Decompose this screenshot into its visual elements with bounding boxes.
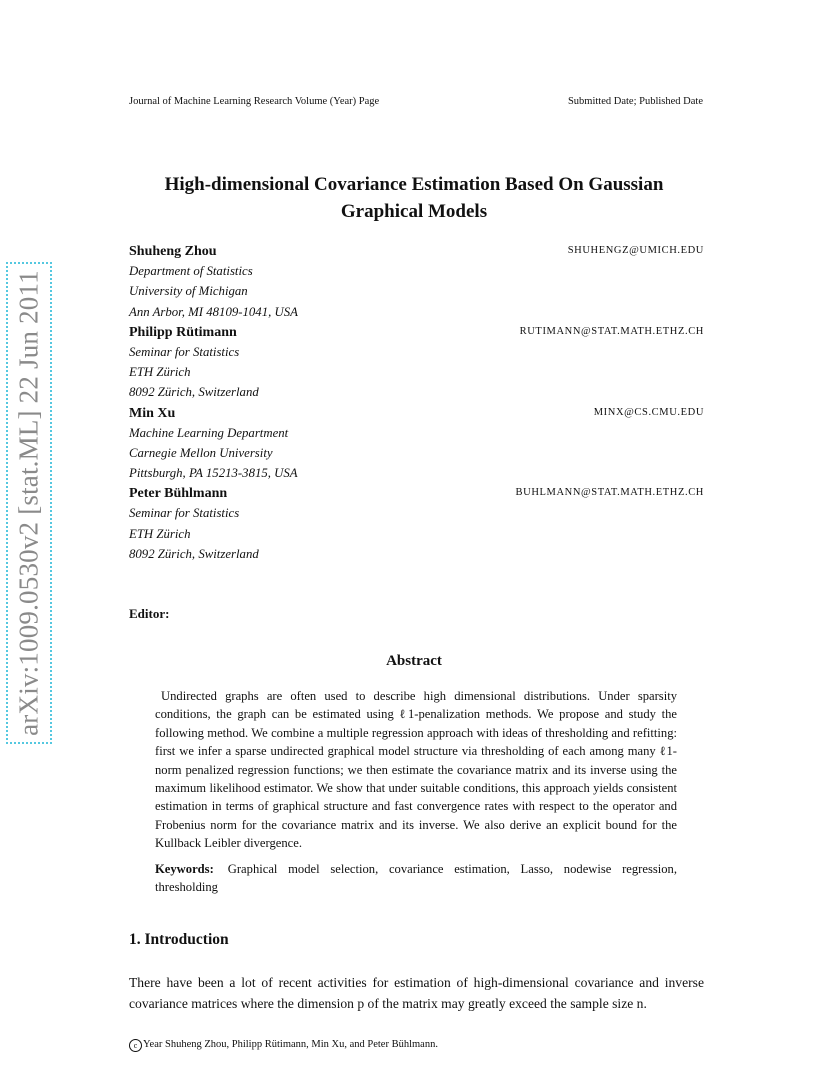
affiliation-line: Ann Arbor, MI 48109-1041, USA [129,304,298,319]
running-head-dates: Submitted Date; Published Date [567,96,703,107]
affiliation-line: ETH Zürich [129,365,191,380]
keywords-label: Keywords: [155,862,214,876]
affiliation-line: Carnegie Mellon University [129,445,273,460]
author-email: SHUHENGZ@UMICH.EDU [567,245,704,256]
affiliation-line: 8092 Zürich, Switzerland [129,385,259,400]
author-email: BUHLMANN@STAT.MATH.ETHZ.CH [515,487,704,499]
copyright-footer [129,1039,438,1052]
section-heading: 1. Introduction [129,931,229,948]
author-name: Min Xu [129,405,176,421]
arxiv-stamp [6,262,52,744]
author-block [129,483,704,564]
affiliation-line: Seminar for Statistics [129,506,240,521]
author-block [129,403,704,484]
running-head-journal: Journal of Machine Learning Research Volume (Year) Page [129,96,380,107]
title-line-2: Graphical Models [340,201,488,222]
affiliation-line: University of Michigan [129,284,248,299]
abstract-body: Undirected graphs are often used to describe high dimensional distributions. Under sparsity conditions, the graph can be estimated using ℓ1-penalization methods. We propose and study the following method. We combine a multiple regression approach with ideas of thresholding and refitting: first we infer a sparse undirected graphical model structure via thresholding of each among many ℓ1-norm penalized regression functions; we then estimate the covariance matrix and its inverse using the maximum likelihood estimator. We show that under suitable conditions, this approach yields consistent estimation in terms of graphical structure and fast convergence rates with respect to the operator and Frobenius norm for the covariance matrix and its inverse. We also derive an explicit bound for the Kullback Leibler divergence. [155,689,677,851]
author-block [129,322,704,403]
title-line-1: High-dimensional Covariance Estimation Based On Gaussian [164,174,664,195]
keywords [155,860,677,897]
author-email: MINX@CS.CMU.EDU [593,406,704,418]
copyright-text: Year Shuheng Zhou, Philipp Rütimann, Min Xu, and Peter Bühlmann. [143,1039,438,1050]
author-email: RUTIMANN@STAT.MATH.ETHZ.CH [519,325,704,337]
affiliation-line: 8092 Zürich, Switzerland [129,546,259,561]
author-list [129,241,704,564]
affiliation-line: Pittsburgh, PA 15213-3815, USA [129,466,298,481]
author-name: Shuheng Zhou [129,244,217,259]
author-name: Philipp Rütimann [129,324,237,340]
affiliation-line: Seminar for Statistics [129,344,240,359]
editor-label: Editor: [129,606,170,621]
paper-title [0,171,828,225]
author-name: Peter Bühlmann [129,486,228,502]
abstract-heading: Abstract [386,653,442,669]
arxiv-identifier: arXiv:1009.0530v2 [stat.ML] 22 Jun 2011 [13,270,44,736]
affiliation-line: Department of Statistics [129,264,253,279]
affiliation-line: Machine Learning Department [129,425,289,440]
keywords-text: Graphical model selection, covariance estimation, Lasso, nodewise regression, thresholding [155,862,677,895]
author-block [129,241,704,322]
affiliation-line: ETH Zürich [129,526,191,541]
copyright-icon: c [129,1039,142,1052]
introduction-paragraph: There have been a lot of recent activities for estimation of high-dimensional covariance and inverse covariance matrices where the dimension p of the matrix may greatly exceed the sample size n. [129,975,704,1011]
